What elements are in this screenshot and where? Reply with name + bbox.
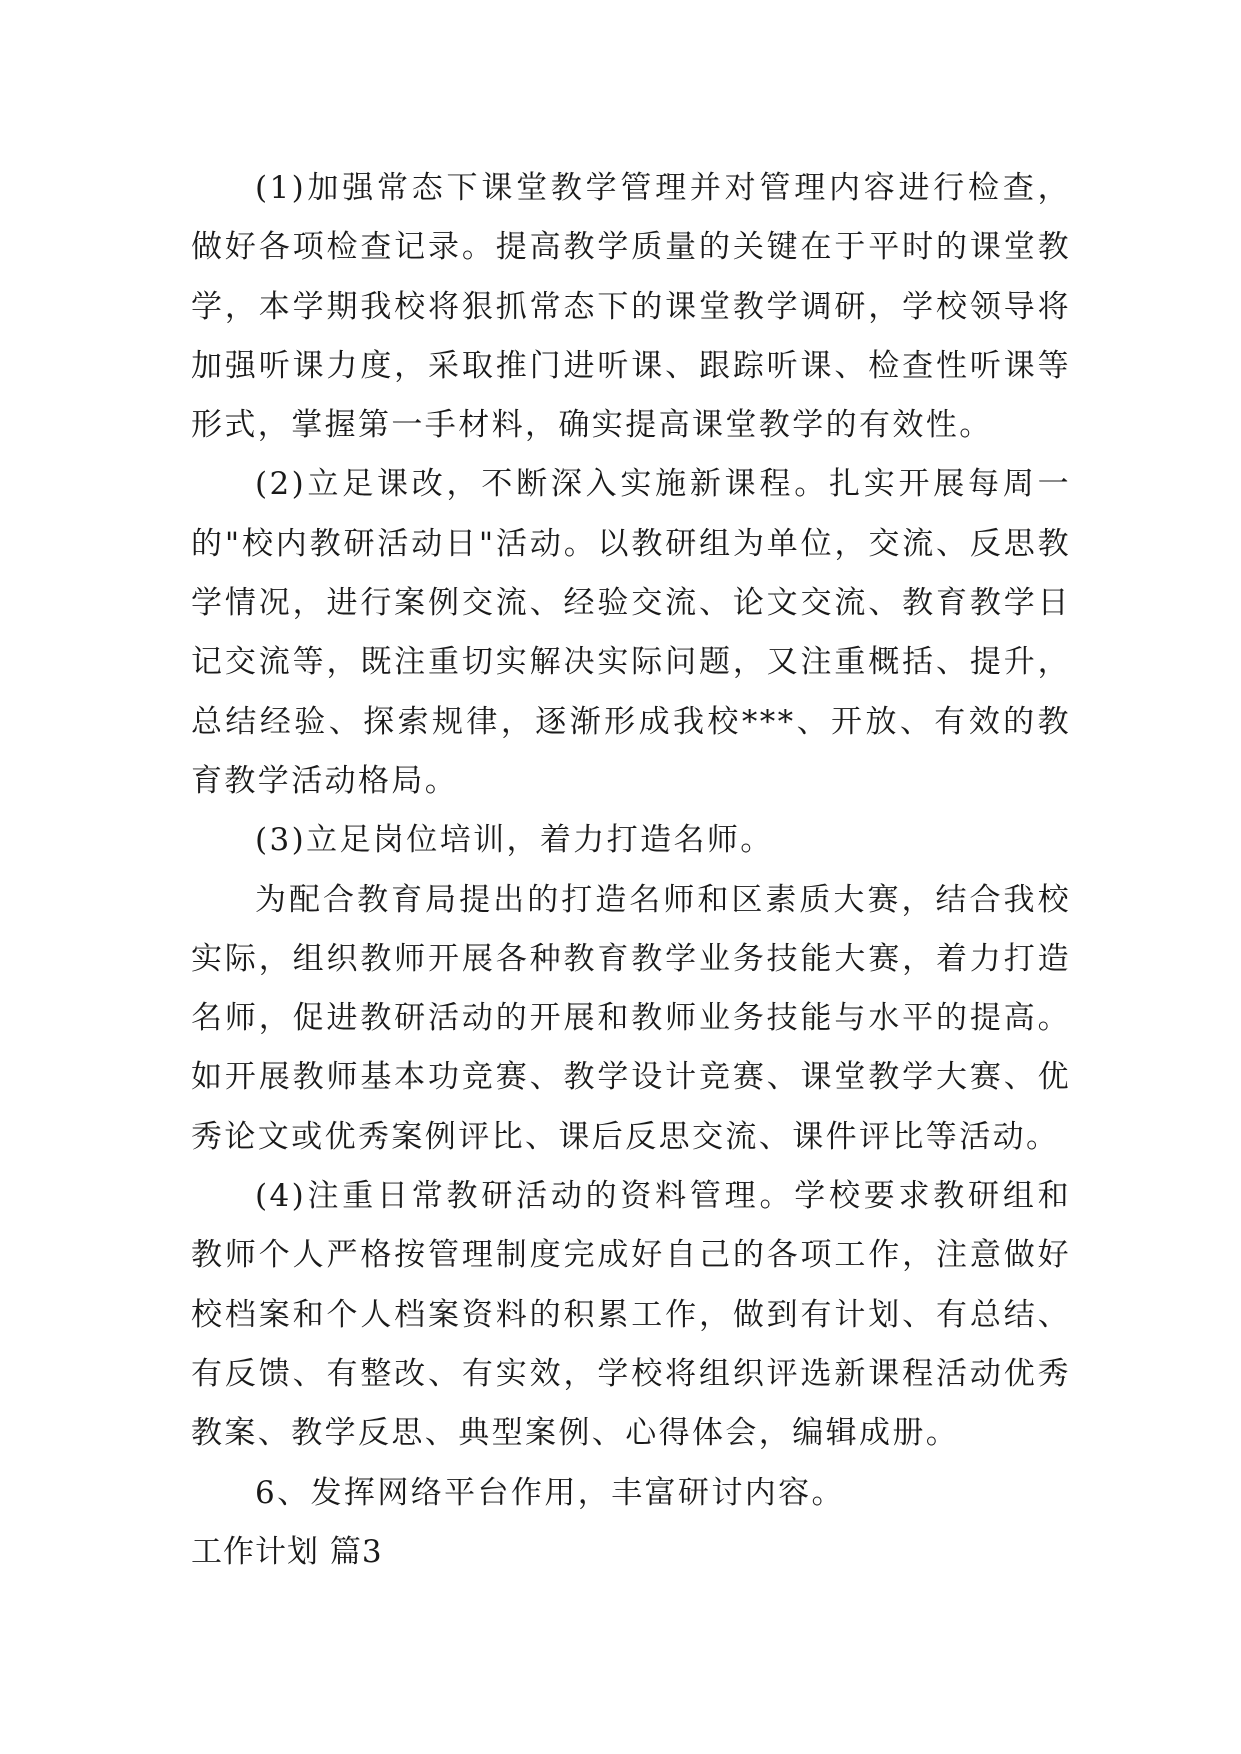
paragraph-1: (1)加强常态下课堂教学管理并对管理内容进行检查，做好各项检查记录。提高教学质量的关键在于平时的课堂教学，本学期我校将狠抓常态下的课堂教学调研，学校领导将加强听课力度，采取推门进听课、跟踪听课、检查性听课等形式，掌握第一手材料，确实提高课堂教学的有效性。 (191, 170, 1071, 444)
paragraph-5: (4)注重日常教研活动的资料管理。学校要求教研组和教师个人严格按管理制度完成好自己的各项工作，注意做好校档案和个人档案资料的积累工作，做到有计划、有总结、有反馈、有整改、有实效，学校将组织评选新课程活动优秀教案、教学反思、典型案例、心得体会，编辑成册。 (191, 1178, 1071, 1452)
paragraph-2: (2)立足课改，不断深入实施新课程。扎实开展每周一的"校内教研活动日"活动。以教研组为单位，交流、反思教学情况，进行案例交流、经验交流、论文交流、教育教学日记交流等，既注重切实解决实际问题，又注重概括、提升，总结经验、探索规律，逐渐形成我校***、开放、有效的教育教学活动格局。 (191, 466, 1071, 799)
paragraph-3: (3)立足岗位培训，着力打造名师。 (255, 822, 774, 859)
document-body (191, 159, 1071, 1582)
section-heading: 工作计划 篇3 (191, 1533, 383, 1570)
paragraph-6: 6、发挥网络平台作用，丰富研讨内容。 (255, 1474, 845, 1511)
paragraph-4: 为配合教育局提出的打造名师和区素质大赛，结合我校实际，组织教师开展各种教育教学业务技能大赛，着力打造名师，促进教研活动的开展和教师业务技能与水平的提高。如开展教师基本功竞赛、教学设计竞赛、课堂教学大赛、优秀论文或优秀案例评比、课后反思交流、课件评比等活动。 (191, 881, 1071, 1155)
